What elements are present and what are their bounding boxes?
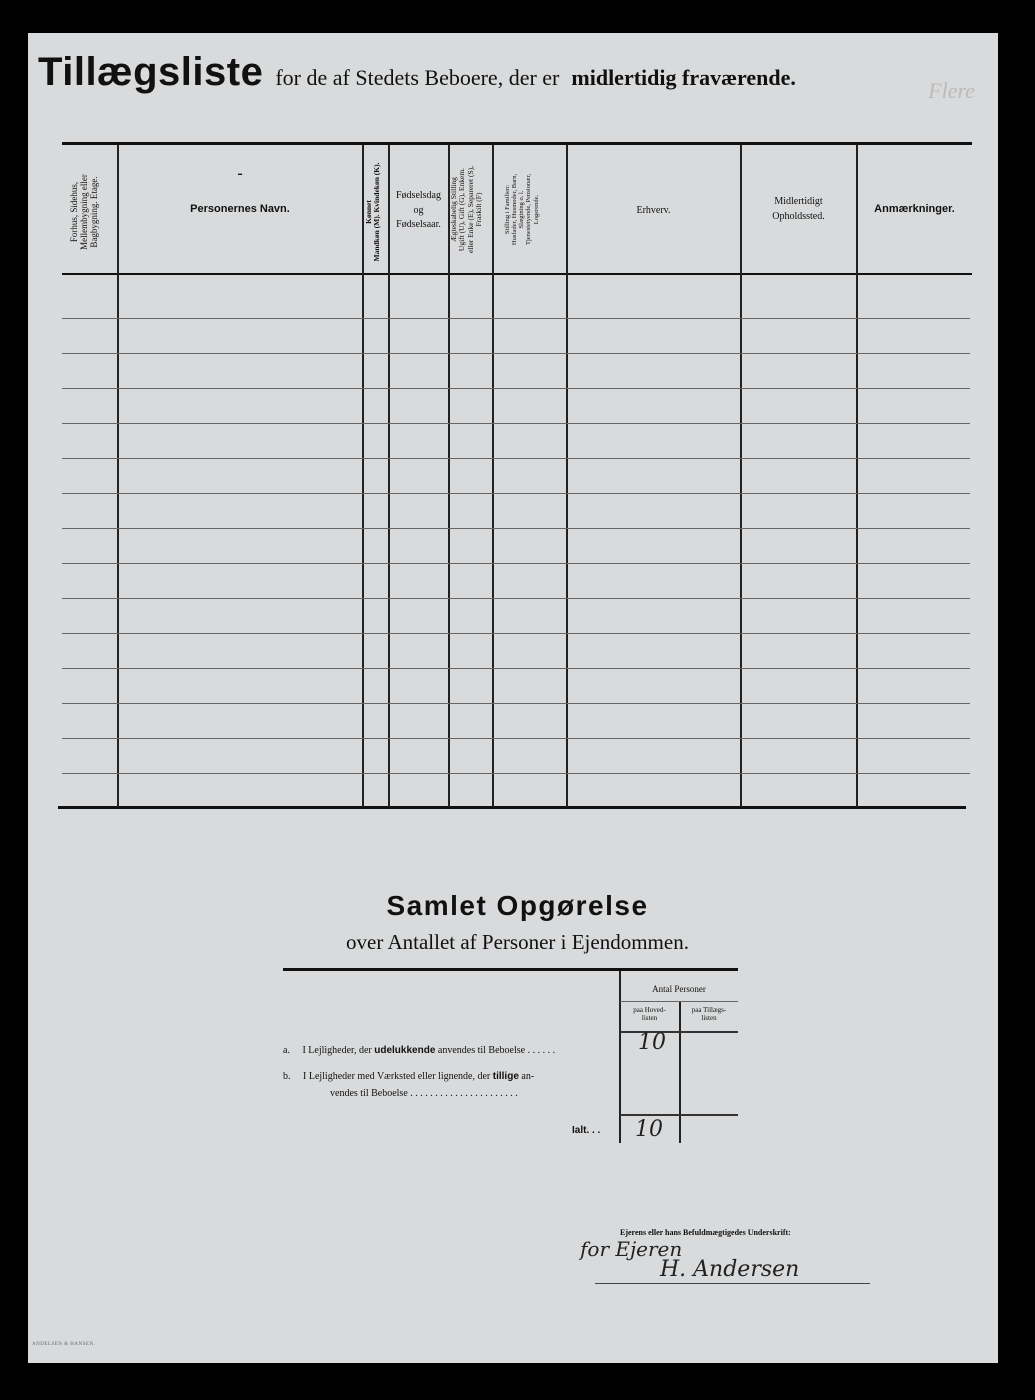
summary-total-divider bbox=[620, 1114, 738, 1116]
total-value: 10 bbox=[635, 1117, 663, 1142]
row-b-text-2: an- bbox=[521, 1071, 535, 1082]
signature-underline bbox=[595, 1283, 870, 1284]
row-a-bold: udelukkende bbox=[374, 1045, 436, 1056]
title-part2: midlertidig fraværende. bbox=[571, 65, 796, 90]
header-birth-line2: og bbox=[413, 204, 424, 216]
table-row-line bbox=[62, 493, 970, 494]
col-line-1 bbox=[117, 145, 119, 807]
header-gender: Kønnet Mandkøn (M). Kvindekøn (K). bbox=[364, 162, 382, 262]
col-line-2 bbox=[362, 145, 364, 807]
signature-label: Ejerens eller hans Befuldmægtigedes Underskrift: bbox=[620, 1228, 791, 1237]
header-residence-line1: Midlertidigt bbox=[774, 196, 823, 207]
summary-row-a bbox=[283, 1045, 555, 1056]
table-row-line bbox=[62, 388, 970, 389]
col-line-8 bbox=[856, 145, 858, 807]
table-row-line bbox=[62, 458, 970, 459]
table-row-line bbox=[62, 738, 970, 739]
title-main: Tillægsliste bbox=[38, 50, 264, 94]
row-b-label: b. bbox=[283, 1071, 291, 1082]
table-row-line bbox=[62, 423, 970, 424]
header-residence bbox=[741, 196, 856, 222]
summary-col-line-1 bbox=[619, 971, 621, 1143]
table-row-line bbox=[62, 353, 970, 354]
header-marital: Ægteskabelig Stilling Ugift (U), Gift (G), Enkem. eller Enke (E), Separeret (S), Fraskilt (F) bbox=[449, 165, 483, 254]
antal-personer-header: Antal Personer bbox=[652, 984, 706, 994]
table-row-line bbox=[62, 598, 970, 599]
summary-title: Samlet Opgørelse bbox=[386, 890, 649, 921]
header-bottom-rule bbox=[62, 273, 972, 275]
table-row-line bbox=[62, 633, 970, 634]
summary-col-line-2 bbox=[679, 1002, 681, 1143]
header-name-dash: - bbox=[237, 165, 243, 182]
row-b-bold: tillige bbox=[492, 1071, 519, 1082]
row-b-text-1: I Lejligheder med Værksted eller lignende, der bbox=[303, 1071, 491, 1082]
summary-top-rule bbox=[283, 968, 738, 971]
signature-line-1: for Ejeren bbox=[580, 1237, 683, 1261]
antal-tillaegslisten-header: paa Tillægs- listen bbox=[691, 1006, 727, 1023]
table-row-line bbox=[62, 318, 970, 319]
header-birth-line1: Fødselsdag bbox=[396, 190, 441, 201]
header-birth-line3: Fødselsaar. bbox=[396, 219, 441, 230]
header-birth bbox=[389, 190, 448, 231]
table-row-line bbox=[62, 563, 970, 564]
title-part1: for de af Stedets Beboere, der er bbox=[275, 65, 560, 90]
table-row-line bbox=[62, 773, 970, 774]
table-row-line bbox=[62, 703, 970, 704]
total-label: Ialt. . . bbox=[572, 1125, 601, 1136]
form-title bbox=[38, 50, 796, 95]
col-line-3 bbox=[388, 145, 390, 807]
header-name: Personernes Navn. bbox=[190, 203, 290, 215]
col-line-7 bbox=[740, 145, 742, 807]
row-a-text-1: I Lejligheder, der bbox=[302, 1045, 372, 1056]
row-b-text-3: vendes til Beboelse . . . . . . . . . . . . . . . . . . . . . . bbox=[330, 1088, 518, 1099]
antal-hovedlisten-header: paa Hoved- listen bbox=[633, 1006, 666, 1023]
table-row-line bbox=[62, 528, 970, 529]
summary-header-divider bbox=[620, 1001, 738, 1002]
printer-mark: ANDELSEN & HANSEN. bbox=[32, 1342, 96, 1347]
row-a-label: a. bbox=[283, 1045, 290, 1056]
summary-subtitle: over Antallet af Personer i Ejendommen. bbox=[346, 930, 689, 954]
summary-row-b bbox=[283, 1071, 534, 1082]
header-occupation: Erhverv. bbox=[636, 205, 671, 216]
header-family: Stilling i Familien: Husfader, Husmoder, Barn, Slægtning o. l. Tjenestetyende, Pensionær, Logerende. bbox=[504, 173, 540, 246]
header-building: Forhus, Sidehus, Mellembygning eller Bagbygning. Etage. bbox=[69, 174, 99, 250]
table-bottom-rule bbox=[58, 806, 966, 809]
header-residence-line2: Opholdssted. bbox=[772, 210, 825, 222]
header-remarks: Anmærkninger. bbox=[874, 203, 955, 215]
signature-line-2: H. Andersen bbox=[660, 1257, 800, 1282]
row-a-value: 10 bbox=[638, 1030, 666, 1055]
table-row-line bbox=[62, 668, 970, 669]
row-a-text-2: anvendes til Beboelse . . . . . . bbox=[437, 1045, 556, 1056]
table-top-rule bbox=[62, 142, 972, 145]
corner-mark: Flere bbox=[928, 78, 975, 103]
col-line-5 bbox=[492, 145, 494, 807]
col-line-6 bbox=[566, 145, 568, 807]
